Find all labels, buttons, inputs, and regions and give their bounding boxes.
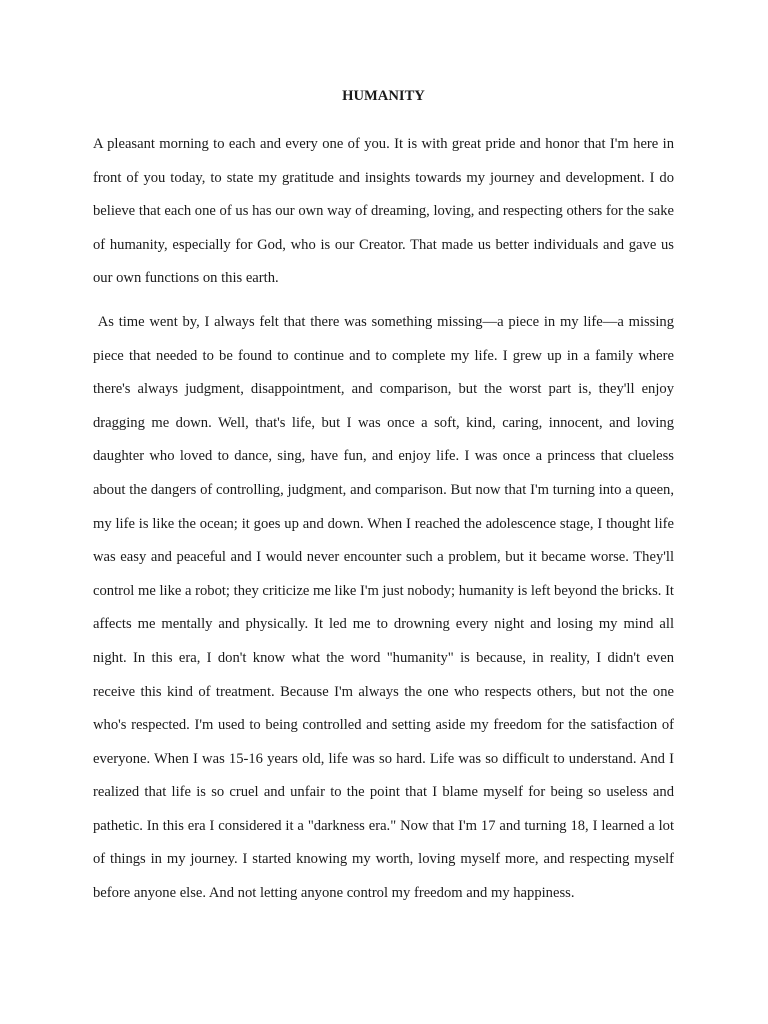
document-page — [93, 86, 674, 911]
document-title: HUMANITY — [342, 88, 425, 104]
paragraph-journey: As time went by, I always felt that there was something missing—a piece in my life—a missing piece that needed to be found to continue and to complete my life. I grew up in a family where there's always judgment, disappointment, and comparison, but the worst part is, they'll enjoy dragging me down. Well, that's life, but I was once a soft, kind, caring, innocent, and loving daughter who loved to dance, sing, have fun, and enjoy life. I was once a princess that clueless about the dangers of controlling, judgment, and comparison. But now that I'm turning into a queen, my life is like the ocean; it goes up and down. When I reached the adolescence stage, I thought life was easy and peaceful and I would never encounter such a problem, but it became worse. They'll control me like a robot; they criticize me like I'm just nobody; humanity is left beyond the bricks. It affects me mentally and physically. It led me to drowning every night and losing my mind all night. In this era, I don't know what the word "humanity" is because, in reality, I didn't even receive this kind of treatment. Because I'm always the one who respects others, but not the one who's respected. I'm used to being controlled and setting aside my freedom for the satisfaction of everyone. When I was 15-16 years old, life was so hard. Life was so difficult to understand. And I realized that life is so cruel and unfair to the point that I blame myself for being so useless and pathetic. In this era I considered it a "darkness era." Now that I'm 17 and turning 18, I learned a lot of things in my journey. I started knowing my worth, loving myself more, and respecting myself before anyone else. And not letting anyone control my freedom and my happiness. — [93, 313, 674, 902]
paragraph-introduction: A pleasant morning to each and every one of you. It is with great pride and honor that I'm here in front of you today, to state my gratitude and insights towards my journey and development. I do believe that each one of us has our own way of dreaming, loving, and respecting others for the sake of humanity, especially for God, who is our Creator. That made us better individuals and gave us our own functions on this earth. — [93, 136, 674, 287]
